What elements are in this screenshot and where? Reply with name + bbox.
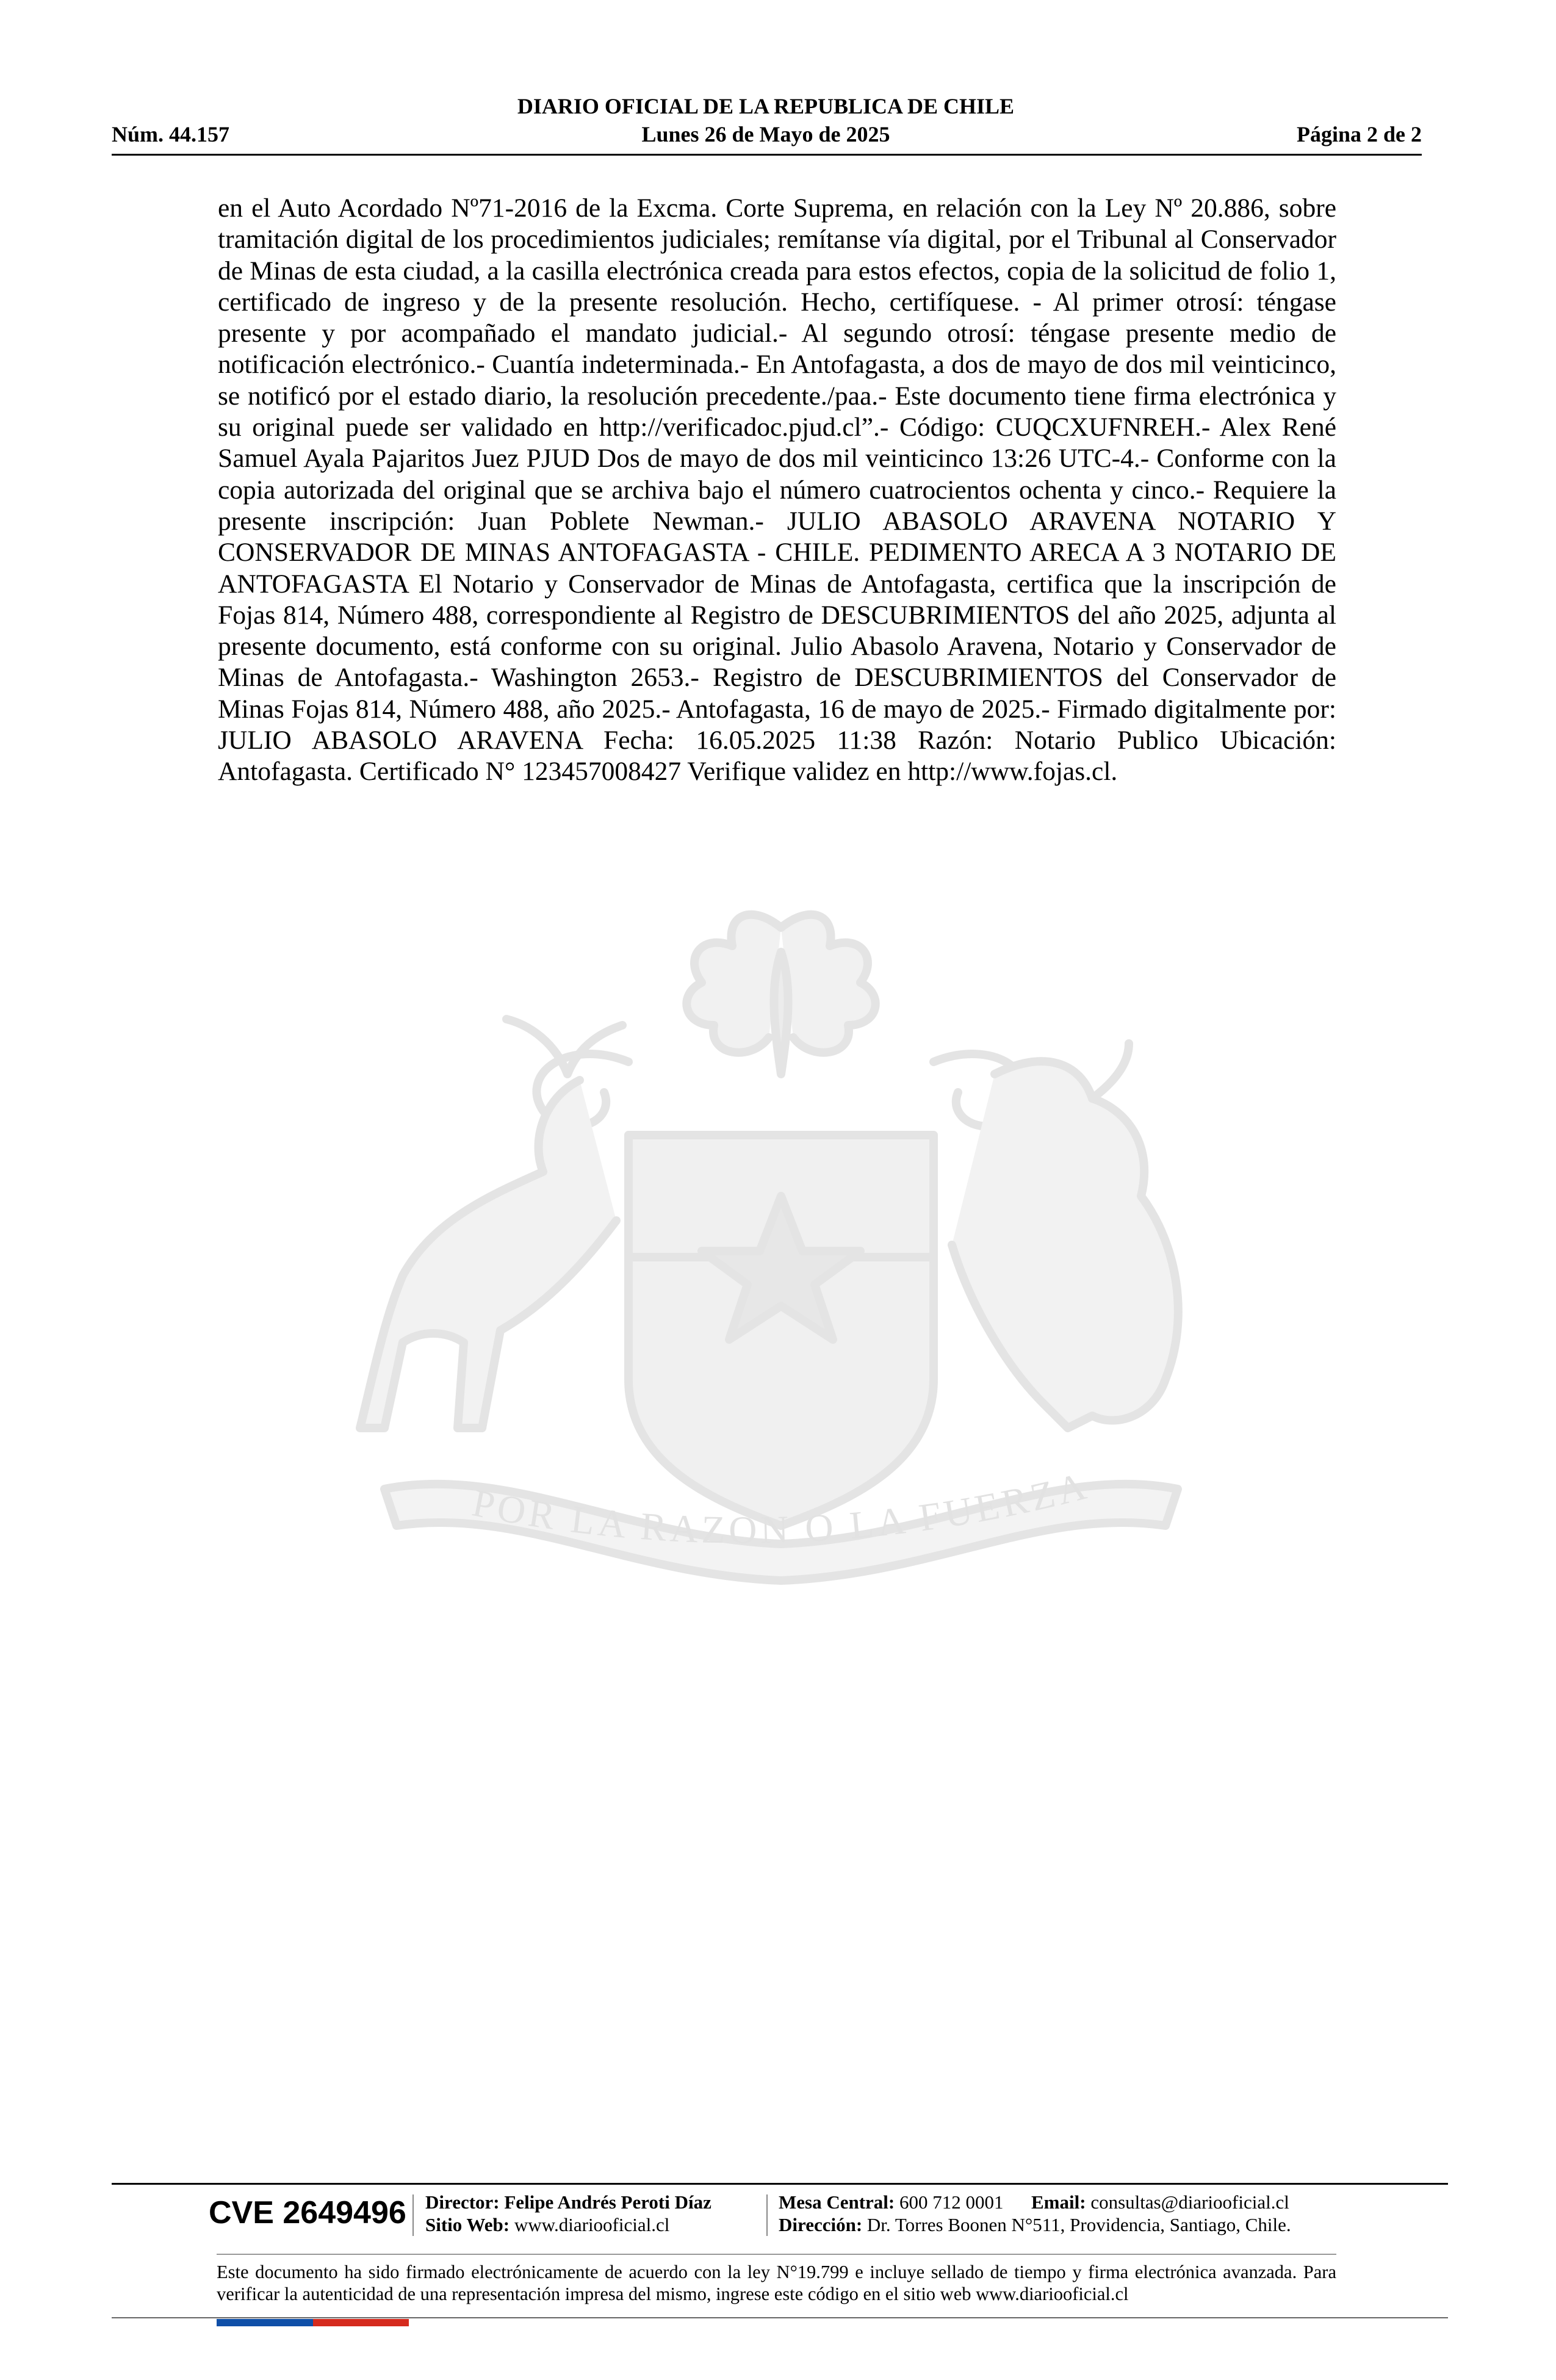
watermark-motto: POR LA RAZON O LA FUERZA	[469, 1463, 1094, 1552]
footer-separator	[766, 2194, 768, 2236]
email-label: Email:	[1031, 2191, 1086, 2213]
address-value: Dr. Torres Boonen N°511, Providencia, Santiago, Chile.	[866, 2214, 1291, 2235]
footer-director-block	[425, 2191, 711, 2236]
footer-separator	[412, 2194, 414, 2236]
website-label: Sitio Web:	[425, 2214, 510, 2235]
electronic-signature-notice: Este documento ha sido firmado electrónicamente de acuerdo con la ley N°19.799 e incluye sellado de tiempo y firma electrónica avanzada. Para verificar la autenticidad de una representación impresa del mismo, ingrese este código en el sitio web www.diariooficial.cl	[217, 2262, 1336, 2304]
email-link[interactable]: consultas@diariooficial.cl	[1090, 2191, 1289, 2213]
director-label: Director:	[425, 2191, 500, 2213]
mesa-central-phone: 600 712 0001	[899, 2191, 1004, 2213]
page-indicator: Página 2 de 2	[1296, 122, 1422, 146]
director-name: Felipe Andrés Peroti Díaz	[504, 2191, 711, 2213]
document-body: en el Auto Acordado Nº71-2016 de la Excma. Corte Suprema, en relación con la Ley Nº 20.886, sobre tramitación digital de los procedimientos judiciales; remítanse vía digital, por el Tribunal al Conservador de Minas de esta ciudad, a la casilla electrónica creada para estos efectos, copia de la solicitud de folio 1, certificado de ingreso y de la presente resolución. Hecho, certifíquese. - Al primer otrosí: téngase presente y por acompañado el mandato judicial.- Al segundo otrosí: téngase presente medio de notificación electrónico.- Cuantía indeterminada.- En Antofagasta, a dos de mayo de dos mil veinticinco, se notificó por el estado diario, la resolución precedente./paa.- Este documento tiene firma electrónica y su original puede ser validado en http://verificadoc.pjud.cl”.- Código: CUQCXUFNREH.- Alex René Samuel Ayala Pajaritos Juez PJUD Dos de mayo de dos mil veinticinco 13:26 UTC-4.- Conforme con la copia autorizada del original que se archiva bajo el número cuatrocientos ochenta y cinco.- Requiere la presente inscripción: Juan Poblete Newman.- JULIO ABASOLO ARAVENA NOTARIO Y CONSERVADOR DE MINAS ANTOFAGASTA - CHILE. PEDIMENTO ARECA A 3 NOTARIO DE ANTOFAGASTA El Notario y Conservador de Minas de Antofagasta, certifica que la inscripción de Fojas 814, Número 488, correspondiente al Registro de DESCUBRIMIENTOS del año 2025, adjunta al presente documento, está conforme con su original. Julio Abasolo Aravena, Notario y Conservador de Minas de Antofagasta.- Washington 2653.- Registro de DESCUBRIMIENTOS del Conservador de Minas Fojas 814, Número 488, año 2025.- Antofagasta, 16 de mayo de 2025.- Firmado digitalmente por: JULIO ABASOLO ARAVENA Fecha: 16.05.2025 11:38 Razón: Notario Publico Ubicación: Antofagasta. Certificado N° 123457008427 Verifique validez en http://www.fojas.cl.	[218, 193, 1336, 787]
issue-number: Núm. 44.157	[112, 122, 230, 146]
chile-flag-bar	[217, 2319, 409, 2326]
flag-blue-stripe	[217, 2319, 313, 2326]
address-label: Dirección:	[779, 2214, 863, 2235]
gazette-title: DIARIO OFICIAL DE LA REPUBLICA DE CHILE	[517, 94, 1015, 118]
coat-of-arms-watermark	[201, 879, 1361, 1684]
issue-date: Lunes 26 de Mayo de 2025	[641, 122, 890, 146]
footer-divider-mid	[217, 2254, 1336, 2255]
footer-divider-bottom	[112, 2317, 1448, 2318]
flag-red-stripe	[313, 2319, 409, 2326]
cve-code: CVE 2649496	[209, 2195, 406, 2230]
website-link[interactable]: www.diariooficial.cl	[514, 2214, 670, 2235]
footer-contact-block	[779, 2191, 1291, 2236]
footer-divider-top	[112, 2183, 1448, 2185]
header-divider	[112, 154, 1422, 156]
mesa-central-label: Mesa Central:	[779, 2191, 895, 2213]
